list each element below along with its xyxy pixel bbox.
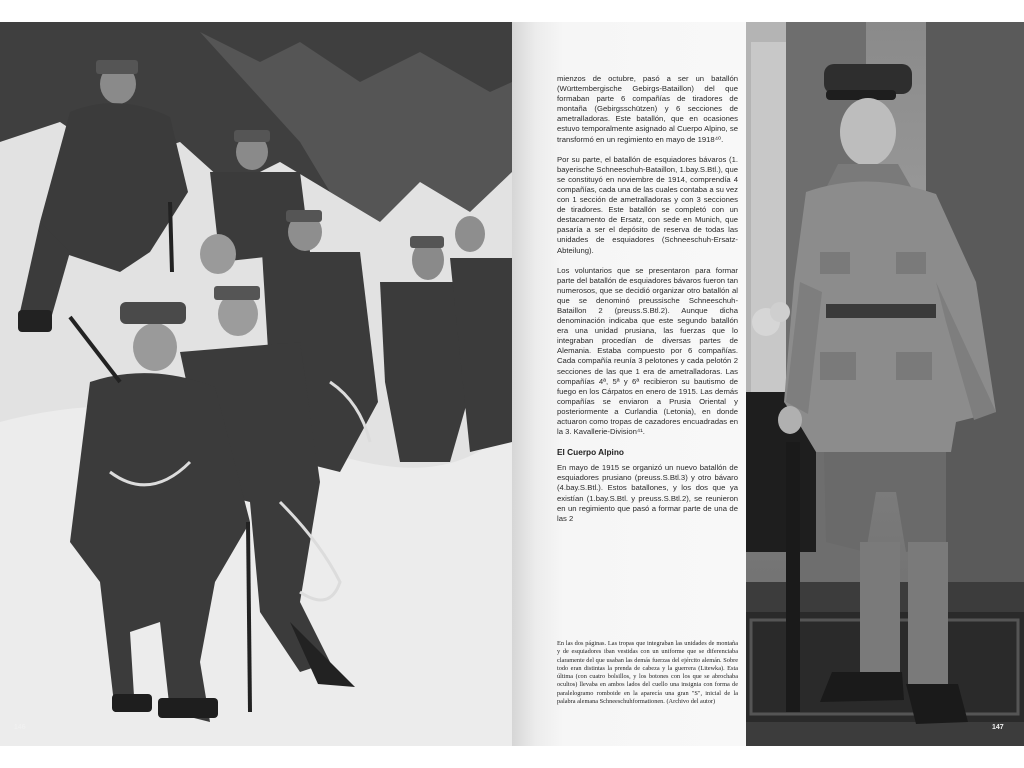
photo-caption: En las dos páginas. Las tropas que integraban las unidades de montaña y de esquiadores iban vestidas con un uniforme que se diferenciaba claramente del que usaban las demás fuerzas del ejército alemán. Sobre todo eran distintas la prenda de cabeza y la guerrera (Litewka). Esta última (con cuatro bolsillos, y los botones con los que se abrochaba ocultos) llevaba en ambos lados del cuello una insignia con forma de paralelogramo romboide en la aparecía una gran "S", inicial de la palabra alemana Schneeschuhformationen. (Archivo del autor) <box>557 640 738 706</box>
photo-mountain-troops-image <box>0 22 512 746</box>
page-number-left: 146 <box>14 724 26 731</box>
section-heading: El Cuerpo Alpino <box>557 447 624 458</box>
body-text <box>557 74 738 534</box>
page-number-right: 147 <box>992 724 1004 731</box>
photo-mountain-troops <box>0 22 512 746</box>
photo-soldier-portrait <box>746 22 1024 746</box>
paragraph-3: Los voluntarios que se presentaron para formar parte del batallón de esquiadores bávaros fueron tan numerosos, que se decidió organizar otro batallón al que se denominó preussische Schneeschuh-Bataillon 2 (preuss.S.Btl.2). Aunque dicha denominación indicaba que este segundo batallón era una unidad prusiana, las fuerzas que lo integraban procedían de diversas partes de Alemania. Estaba compuesto por 6 compañías. Cada compañía reunía 3 pelotones y cada pelotón 2 secciones de las que 1 era de ametralladoras. Las compañías 4ª, 5ª y 6ª recibieron su bautismo de fuego en los Cárpatos en enero de 1915. Las demás compañías se enviaron a Prusia Oriental y posteriormente a Curlandia (Letonia), en donde actuaron como tropas de cazadores encuadradas en la 3. Kavallerie-Division⁴¹. <box>557 265 738 437</box>
text-column <box>512 22 746 746</box>
paragraph-1: mienzos de octubre, pasó a ser un batallón (Württembergische Gebirgs-Bataillon) del que formaban parte 6 compañías de tiradores de montaña (Gebirgsschützen) y 6 secciones de ametralladoras. Este batallón, que en ocasiones estuvo temporalmente asignado al Cuerpo Alpino, se transformó en un regimiento en mayo de 1918⁴⁰. <box>557 74 738 144</box>
photo-soldier-portrait-image <box>746 22 1024 746</box>
section-paragraph: En mayo de 1915 se organizó un nuevo batallón de esquiadores prusiano (preuss.S.Btl.3) y otro bávaro (4.bay.S.Btl.). Estos batallones, y los dos que ya existían (1.bay.S.Btl. y preuss.S.Btl.2), se reunieron en un regimiento que pasó a formar parte de una de las 2 <box>557 463 738 523</box>
paragraph-2: Por su parte, el batallón de esquiadores bávaros (1. bayerische Schneeschuh-Bataillon, 1.bay.S.Btl.), que se constituyó en noviembre de 1914, comprendía 4 compañías, cada una de las cuales contaba a su vez con 1 sección de ametralladoras y con 3 secciones de tiradores. Este batallón se completó con un destacamento de Ersatz, con sede en Munich, que pasaría a ser el depósito de reserva de todas las unidades de esquiadores (Schneeschuh-Ersatz-Abteilung). <box>557 154 738 255</box>
